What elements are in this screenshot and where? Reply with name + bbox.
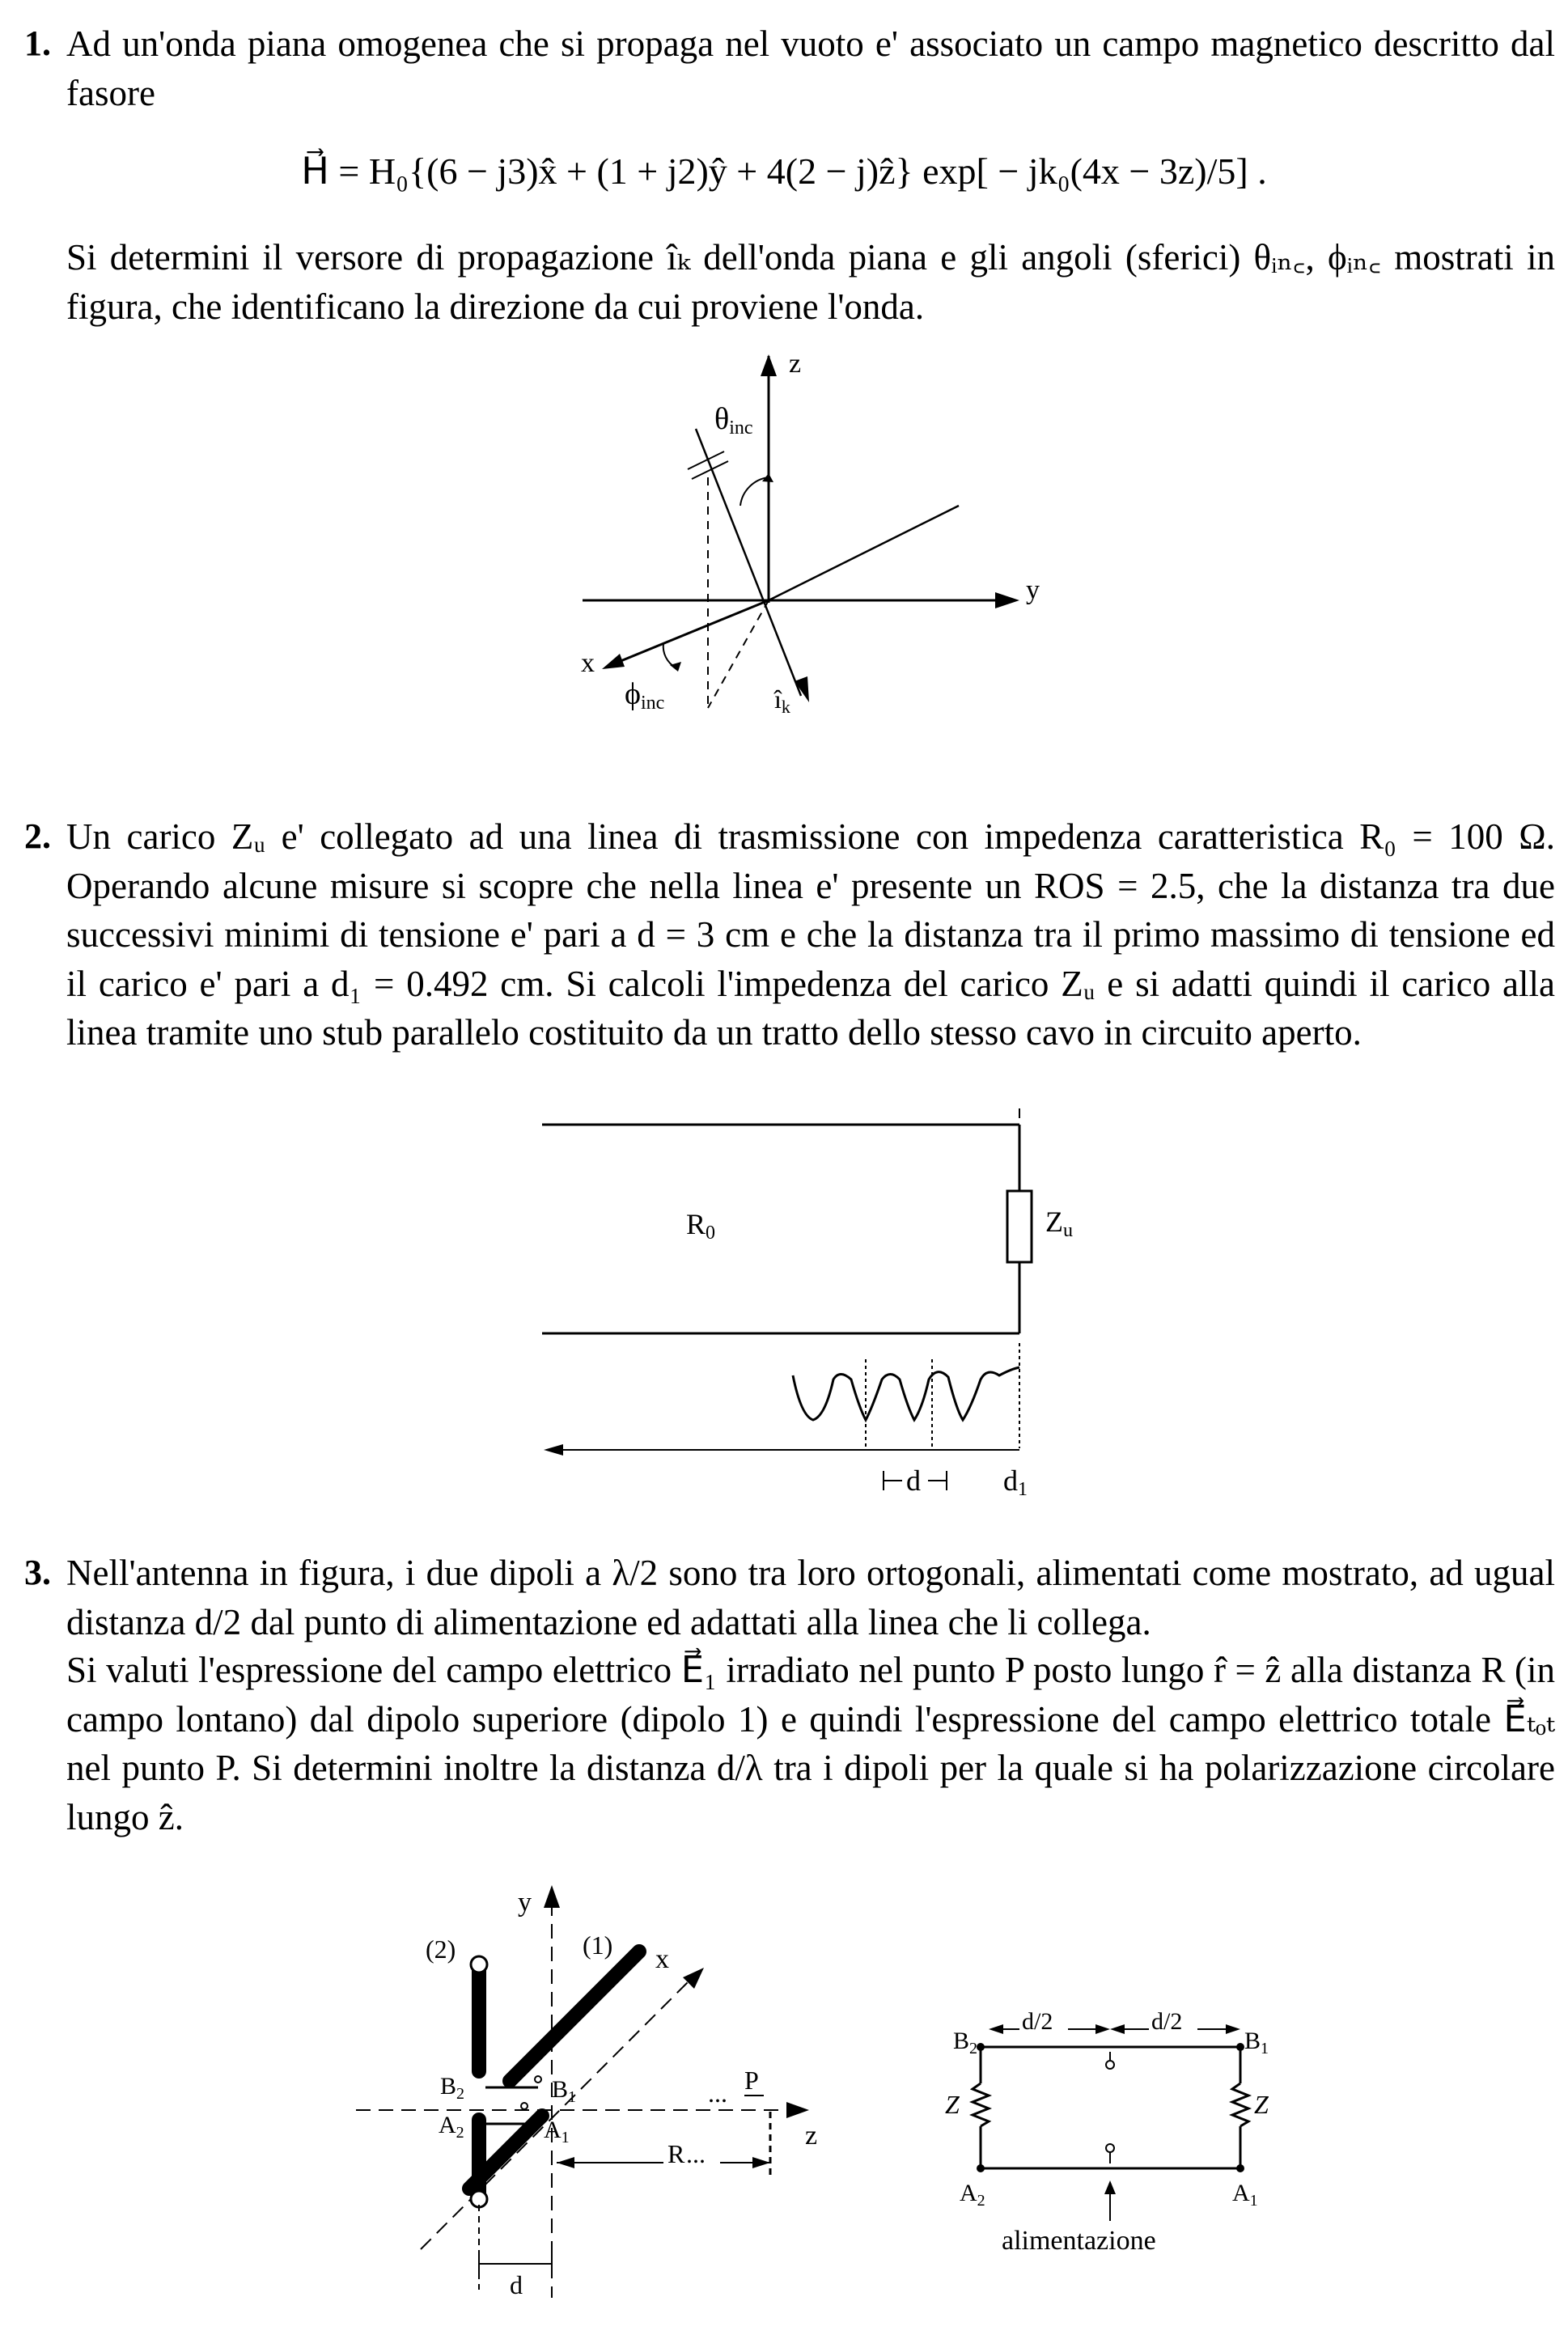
z-axis-label: z [805,2121,818,2151]
theta-label: θinc [714,402,753,439]
x-axis [615,600,769,663]
problem-1-equation: H⃗ = H₀{(6 − j3)x̂ + (1 + j2)ŷ + 4(2 − j)ẑ} exp[ − jk₀(4x − 3z)/5] . [301,150,1267,192]
z-axis-label: z [789,349,802,379]
figure-3-feed-circuit [922,2007,1311,2257]
distance-d-label: d [510,2270,523,2299]
problem-1-intro: Ad un'onda piana omogenea che si propaga nel vuoto e' associato un campo magnetico descritto dal fasore [66,23,1555,113]
zu-label: Zu [1045,1206,1073,1241]
a1-label: $A_1$ [544,2117,570,2146]
d-label: d [906,1464,921,1497]
y-axis-arrow [544,1885,560,1908]
load-impedance [1007,1191,1032,1262]
b2-label: $B_2$ [440,2073,465,2103]
x-axis-back [769,506,959,600]
b2-label: $B_2$ [953,2028,978,2057]
b1-label: $B_1$ [552,2076,577,2106]
x-axis-label: x [581,648,595,678]
ik-arrow [795,676,809,702]
phi-arc [663,643,676,667]
distance-axis-arrow [544,1444,563,1456]
ik-label: îk [774,684,790,717]
y-axis-label: y [518,1888,532,1918]
figure-3-crossed-dipoles [340,1877,858,2306]
phi-arc-head [670,662,681,672]
problem-1-question: Si determini il versore di propagazione îₖ dell'onda piana e gli angoli (sferici) θᵢₙ꜀, ϕᵢₙ꜀ mostrati in figura, che identificano la direzione da cui proviene l'onda. [66,237,1555,327]
impedance-z-right [1232,2083,1248,2126]
half-d-left-label: d/2 [1022,2008,1053,2035]
y-axis-label: y [1026,575,1040,605]
dipole-1-upper-arm [510,1951,639,2081]
problem-2-number: 2. [24,816,51,856]
x-axis-label: x [655,1944,669,1974]
voltage-standing-wave [793,1367,1019,1420]
a2-label: $A_2$ [960,2180,985,2210]
z-axis-arrow [761,354,777,376]
dipole-2-label: (2) [426,1935,456,1964]
d1-label: d1 [1003,1464,1028,1500]
problem-2-text: Un carico Zᵤ e' collegato ad una linea di trasmissione con impedenza caratteristica R₀ = 100 Ω. Operando alcune misure si scopre che nella linea e' presente un ROS = 2.5, che la distanza tra due successivi minimi di tensione e' pari a d = 3 cm e che la distanza tra il primo massimo di tensione ed il carico e' pari a d₁ = 0.492 cm. Si calcoli l'impedenza del carico Zᵤ e si adatti quindi il carico alla linea tramite uno stub parallelo costituito da un tratto dello stesso cavo in circuito aperto. [66,816,1555,1053]
theta-arc [740,477,769,506]
y-axis-arrow [995,592,1019,608]
r0-label: R0 [686,1208,716,1244]
distance-r-label: R [667,2139,685,2168]
ellipsis-label: ... [708,2079,727,2108]
problem-3-text-2: Si valuti l'espressione del campo elettrico E⃗₁ irradiato nel punto P posto lungo r̂ = ẑ alla distanza R (in campo lontano) dal dipolo superiore (dipolo 1) e quindi l'espressione del campo elettrico totale E⃗ₜₒₜ nel punto P. Si determini inoltre la distanza d/λ tra i dipoli per la quale si ha polarizzazione circolare lungo ẑ. [66,1650,1555,1837]
svg-text:...: ... [686,2139,706,2168]
feed-label: alimentazione [1002,2226,1156,2256]
z-right-label: Z [1254,2090,1269,2119]
problem-3-number: 3. [24,1553,51,1592]
impedance-z-left [973,2083,989,2126]
x-axis-arrow [683,1968,704,1989]
phi-label: ϕinc [625,677,665,714]
figure-1-coordinate-system [566,340,1040,728]
figure-2-transmission-line [534,1100,1073,1513]
problem-3-text-1: Nell'antenna in figura, i due dipoli a λ/2 sono tra loro ortogonali, alimentati come mostrato, ad ugual distanza d/2 dal punto di alimentazione ed adattati alla linea che li collega. [66,1553,1555,1642]
point-p-label: P [744,2066,759,2095]
a2-label: $A_2$ [439,2112,464,2142]
projection-oblique [708,600,769,708]
z-left-label: Z [945,2090,960,2119]
x-axis-arrow [602,654,625,669]
b1-label: $B_1$ [1244,2028,1269,2057]
x-axis [421,1982,688,2249]
half-d-right-label: d/2 [1151,2008,1183,2035]
a1-label: $A_1$ [1232,2180,1258,2210]
z-axis-arrow [786,2102,809,2118]
dipole-1-label: (1) [583,1930,613,1960]
problem-1-number: 1. [24,23,51,63]
